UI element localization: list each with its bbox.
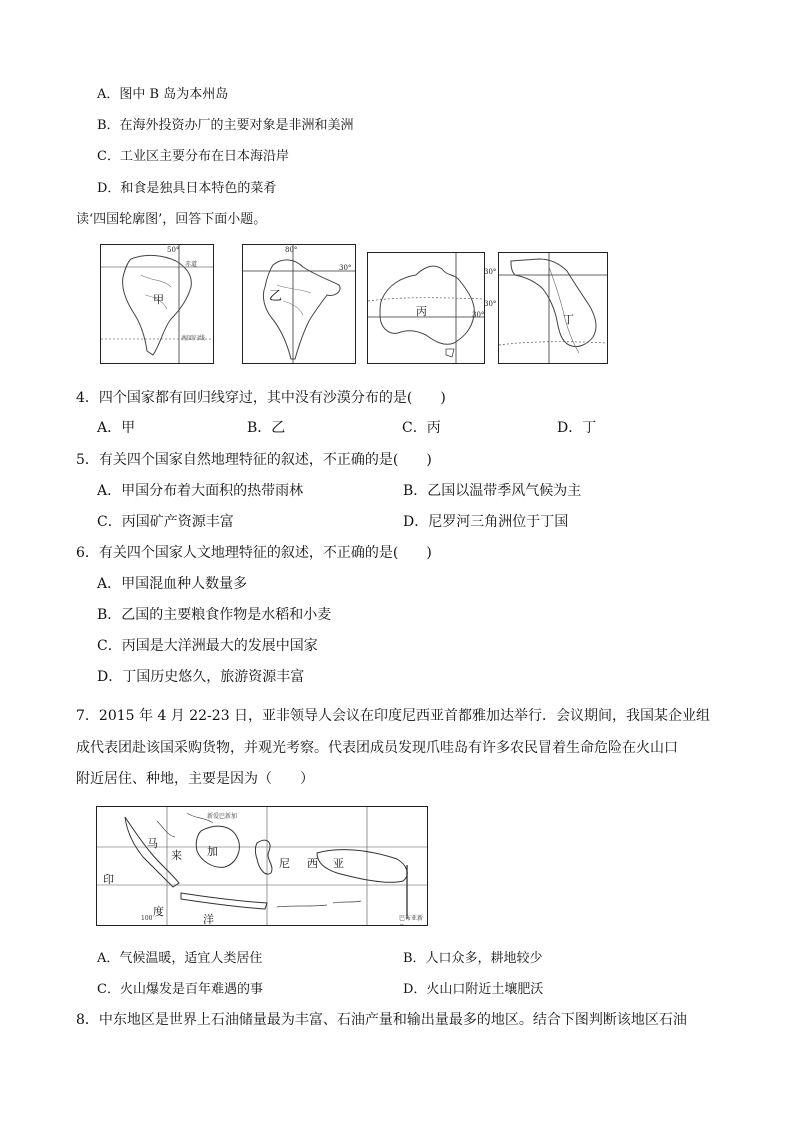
q5-option-d: D．尼罗河三角洲位于丁国: [403, 514, 569, 530]
q7-option-d: D．火山口附近土壤肥沃: [403, 982, 544, 997]
indonesia-map-label-yin: 印: [103, 873, 114, 886]
map-bing-label: 丙: [416, 305, 427, 318]
q4-option-c: C．丙: [402, 420, 441, 436]
indonesia-map-side-label: 巴布亚新: [399, 915, 424, 922]
map-ding-outline: [499, 253, 607, 363]
map-ding-label: 丁: [563, 313, 574, 326]
q8-stem: 8．中东地区是世界上石油储量最为丰富、石油产量和输出量最多的地区。结合下图判断该地区石油: [76, 1012, 687, 1028]
q4-option-a: A．甲: [97, 420, 136, 436]
map-bing-lon: [450, 252, 467, 254]
q3-option-b: B．在海外投资办厂的主要对象是非洲和美洲: [97, 118, 354, 133]
indonesia-map-label-newguinea: 新爱巴新加: [207, 813, 238, 820]
indonesia-map-label-ma: 马: [147, 837, 158, 850]
indonesia-map-label-du: 度: [153, 905, 164, 918]
map-ding-lon: [543, 252, 555, 254]
map-ding-lat-left: 30°: [484, 268, 497, 276]
q5-stem: 5．有关四个国家自然地理特征的叙述，不正确的是( ): [76, 452, 432, 468]
q6-option-b: B．乙国的主要粮食作物是水稻和小麦: [97, 607, 332, 623]
map-ding-lat-left-2: 30°: [484, 300, 497, 308]
q7-option-c: C．火山爆发是百年难遇的事: [97, 982, 263, 997]
map-jia-label: 甲: [153, 293, 164, 306]
map-bing: [367, 252, 485, 364]
map-jia-tropic: 南回归线: [181, 335, 206, 342]
indonesia-map-label-yang: 洋: [203, 913, 214, 926]
intro-text: 读‘四国轮廓图’，回答下面小题。: [76, 212, 267, 227]
map-yi-lon: 80°: [285, 246, 298, 254]
q4-option-b: B．乙: [247, 420, 286, 436]
map-bing-lat: 30°: [472, 311, 485, 319]
q3-option-a: A．图中 B 岛为本州岛: [97, 87, 229, 102]
map-yi: [242, 244, 356, 364]
map-ding: [498, 252, 608, 364]
q5-option-c: C．丙国矿产资源丰富: [97, 514, 234, 530]
indonesia-map-outline: [97, 807, 427, 925]
q6-option-d: D．丁国历史悠久，旅游资源丰富: [97, 669, 305, 685]
q4-option-d: D．丁: [557, 420, 597, 436]
map-yi-outline: [243, 245, 355, 363]
q6-stem: 6．有关四个国家人文地理特征的叙述，不正确的是( ): [76, 545, 432, 561]
indonesia-map-lon: 100: [141, 915, 153, 922]
q3-option-c: C．工业区主要分布在日本海沿岸: [97, 149, 289, 164]
q3-option-d: D．和食是独具日本特色的菜肴: [97, 181, 277, 196]
q4-stem: 4．四个国家都有回归线穿过，其中没有沙漠分布的是( ): [76, 390, 446, 406]
q7-option-b: B．人口众多，耕地较少: [403, 951, 543, 966]
map-jia-lon: 50°: [167, 246, 180, 254]
map-yi-label: 乙: [269, 289, 283, 304]
q6-option-c: C．丙国是大洋洲最大的发展中国家: [97, 638, 318, 654]
map-jia-equator: 赤道: [185, 261, 198, 268]
q7-stem-line-1: 7．2015 年 4 月 22-23 日，亚非领导人会议在印度尼西亚首都雅加达举行．会议期间，我国某企业组: [76, 708, 711, 724]
q5-option-b: B．乙国以温带季风气候为主: [403, 483, 582, 499]
indonesia-map: [96, 806, 428, 926]
q7-stem-line-2: 成代表团赴该国采购货物，并观光考察。代表团成员发现爪哇岛有许多农民冒着生命危险在火山口: [76, 740, 678, 756]
map-yi-lat: 30°: [339, 264, 352, 272]
indonesia-map-label-ya: 亚: [333, 857, 344, 870]
q6-option-a: A．甲国混血种人数量多: [97, 576, 248, 592]
q5-option-a: A．甲国分布着大面积的热带雨林: [97, 483, 304, 499]
indonesia-map-label-lai: 来: [171, 849, 182, 862]
q7-stem-line-3: 附近居住、种地，主要是因为（ ）: [76, 771, 314, 787]
indonesia-map-label-ni: 尼: [279, 857, 290, 870]
indonesia-map-label-xi: 西: [307, 857, 318, 870]
q7-option-a: A．气候温暖，适宜人类居住: [97, 951, 263, 966]
map-jia: [100, 244, 214, 364]
indonesia-map-label-jia: 加: [207, 845, 218, 858]
map-ding-lat: [498, 269, 499, 277]
